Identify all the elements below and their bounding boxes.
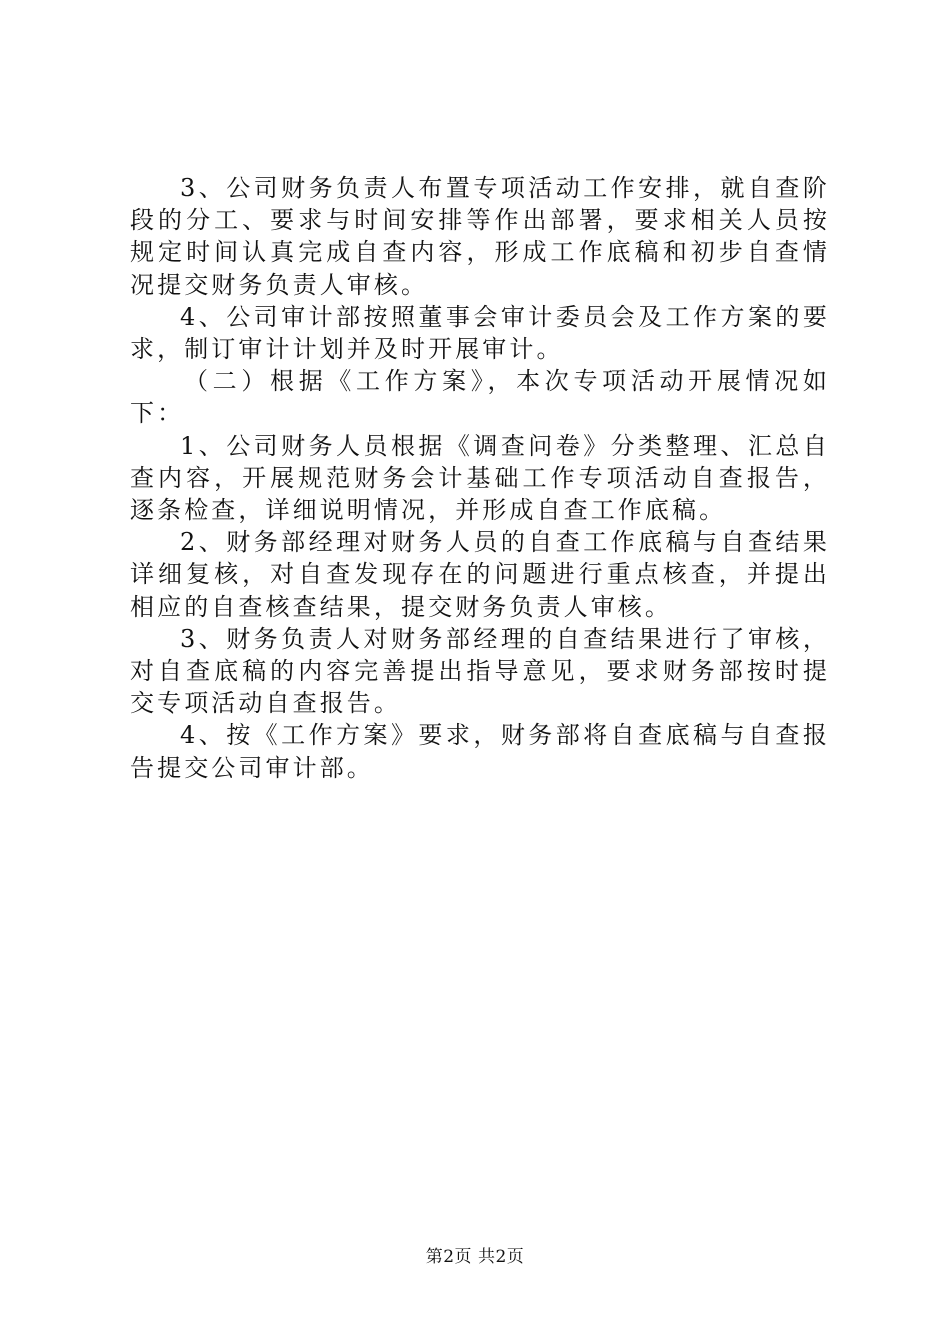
paragraph-item-1-self-check: 1、公司财务人员根据《调查问卷》分类整理、汇总自查内容，开展规范财务会计基础工作专项活动自查报告，逐条检查，详细说明情况，并形成自查工作底稿。 — [130, 431, 830, 525]
paragraph-item-4-submission: 4、按《工作方案》要求，财务部将自查底稿与自查报告提交公司审计部。 — [130, 721, 830, 782]
paragraph-item-3-approval: 3、财务负责人对财务部经理的自查结果进行了审核，对自查底稿的内容完善提出指导意见，要求财务部按时提交专项活动自查报告。 — [130, 624, 830, 718]
document-body — [130, 172, 830, 784]
paragraph-item-4-audit-plan: 4、公司审计部按照董事会审计委员会及工作方案的要求，制订审计计划并及时开展审计。 — [130, 302, 830, 364]
paragraph-item-3-arrangement: 3、公司财务负责人布置专项活动工作安排，就自查阶段的分工、要求与时间安排等作出部署，要求相关人员按规定时间认真完成自查内容，形成工作底稿和初步自查情况提交财务负责人审核。 — [130, 174, 830, 299]
section-heading-two: （二）根据《工作方案》，本次专项活动开展情况如下： — [130, 367, 830, 428]
paragraph-item-2-review: 2、财务部经理对财务人员的自查工作底稿与自查结果详细复核，对自查发现存在的问题进行重点核查，并提出相应的自查核查结果，提交财务负责人审核。 — [130, 528, 830, 621]
page-number-footer: 第2页 共2页 — [425, 1247, 525, 1267]
